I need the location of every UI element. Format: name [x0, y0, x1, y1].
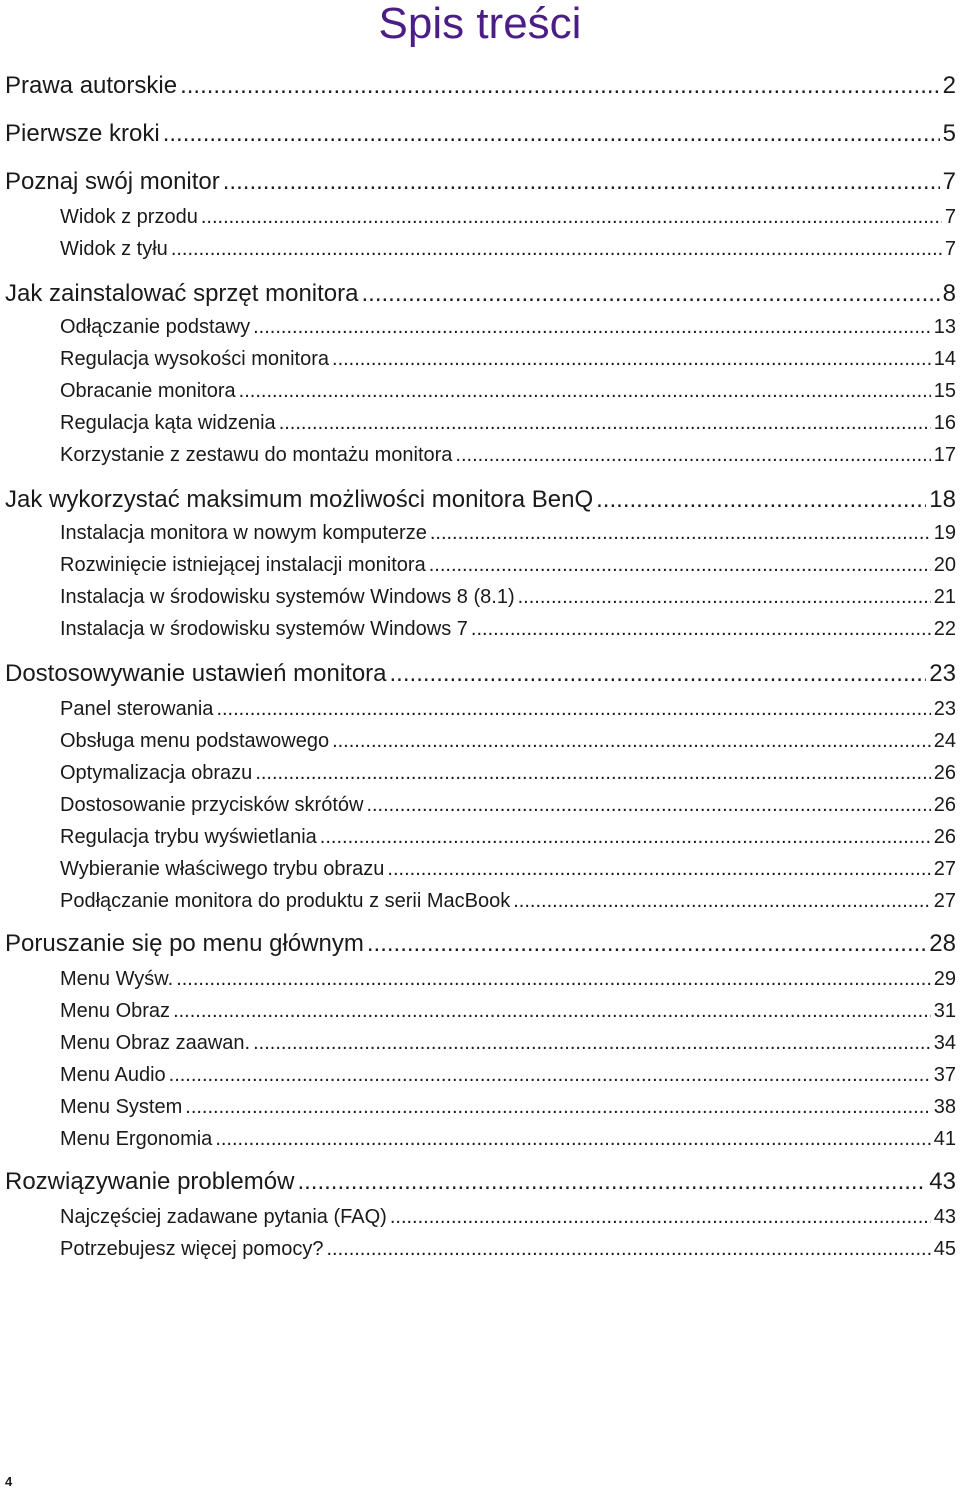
toc-dot-leader [215, 1128, 930, 1151]
toc-entry-label: Instalacja w środowisku systemów Windows 8 (8.1) [60, 586, 515, 608]
toc-dot-leader [361, 280, 939, 308]
toc-entry-page: 31 [933, 1000, 956, 1022]
toc-entry-label: Menu Wyśw. [60, 968, 174, 990]
toc-entry-page: 14 [933, 348, 956, 370]
toc-entry[interactable] [5, 660, 956, 690]
page-title: Spis treści [378, 0, 582, 48]
toc-entry-label: Regulacja kąta widzenia [60, 412, 276, 434]
toc-entry[interactable] [60, 968, 956, 994]
toc-entry-page: 7 [944, 206, 956, 228]
toc-dot-leader [430, 522, 931, 545]
toc-dot-leader [163, 120, 940, 148]
toc-entry-page: 22 [933, 618, 956, 640]
toc-entry-label: Wybieranie właściwego trybu obrazu [60, 858, 385, 880]
toc-dot-leader [332, 348, 931, 371]
toc-entry[interactable] [60, 238, 956, 264]
toc-entry-page: 45 [933, 1238, 956, 1260]
toc-dot-leader [253, 316, 931, 339]
toc-entry-label: Instalacja w środowisku systemów Windows 7 [60, 618, 468, 640]
toc-entry-label: Rozwinięcie istniejącej instalacji monitora [60, 554, 426, 576]
toc-entry-label: Korzystanie z zestawu do montażu monitora [60, 444, 453, 466]
toc-dot-leader [216, 698, 930, 721]
toc-entry[interactable] [60, 618, 956, 644]
toc-entry-page: 23 [933, 698, 956, 720]
toc-dot-leader [173, 1000, 931, 1023]
toc-dot-leader [518, 586, 931, 609]
toc-entry-label: Menu Ergonomia [60, 1128, 213, 1150]
toc-entry-page: 17 [933, 444, 956, 466]
toc-entry-label: Menu System [60, 1096, 183, 1118]
toc-entry-page: 27 [933, 890, 956, 912]
toc-entry-label: Panel sterowania [60, 698, 214, 720]
toc-dot-leader [223, 168, 940, 196]
toc-entry-page: 21 [933, 586, 956, 608]
toc-dot-leader [171, 238, 942, 261]
toc-dot-leader [390, 660, 927, 688]
toc-dot-leader [185, 1096, 930, 1119]
toc-dot-leader [390, 1206, 931, 1229]
toc-entry[interactable] [60, 1032, 956, 1058]
toc-entry-label: Pierwsze kroki [5, 120, 160, 147]
toc-entry-label: Optymalizacja obrazu [60, 762, 253, 784]
toc-entry-page: 2 [942, 72, 956, 99]
toc-dot-leader [332, 730, 931, 753]
toc-entry-page: 28 [929, 930, 956, 957]
toc-entry-label: Dostosowanie przycisków skrótów [60, 794, 364, 816]
toc-entry[interactable] [5, 72, 956, 102]
toc-entry[interactable] [60, 826, 956, 852]
toc-entry[interactable] [60, 444, 956, 470]
toc-entry[interactable] [60, 380, 956, 406]
toc-entry-page: 20 [933, 554, 956, 576]
toc-dot-leader [471, 618, 931, 641]
toc-dot-leader [429, 554, 931, 577]
toc-entry-page: 34 [933, 1032, 956, 1054]
toc-entry[interactable] [5, 930, 956, 960]
toc-entry[interactable] [60, 206, 956, 232]
toc-entry-label: Instalacja monitora w nowym komputerze [60, 522, 427, 544]
toc-entry[interactable] [5, 486, 956, 516]
toc-entry-page: 27 [933, 858, 956, 880]
toc-dot-leader [320, 826, 931, 849]
toc-entry-label: Odłączanie podstawy [60, 316, 251, 338]
toc-entry[interactable] [60, 794, 956, 820]
toc-entry-page: 7 [944, 238, 956, 260]
toc-entry[interactable] [5, 280, 956, 310]
toc-dot-leader [239, 380, 931, 403]
toc-dot-leader [297, 1168, 926, 1196]
toc-dot-leader [255, 762, 930, 785]
toc-entry-label: Obsługa menu podstawowego [60, 730, 330, 752]
toc-entry-page: 18 [929, 486, 956, 513]
toc-entry-label: Najczęściej zadawane pytania (FAQ) [60, 1206, 387, 1228]
toc-dot-leader [513, 890, 931, 913]
toc-entry-label: Obracanie monitora [60, 380, 236, 402]
toc-entry[interactable] [60, 1128, 956, 1154]
toc-entry-page: 26 [933, 794, 956, 816]
toc-dot-leader [387, 858, 930, 881]
toc-entry[interactable] [5, 168, 956, 198]
toc-entry-label: Poznaj swój monitor [5, 168, 220, 195]
toc-entry-page: 43 [933, 1206, 956, 1228]
toc-entry-page: 38 [933, 1096, 956, 1118]
toc-dot-leader [366, 794, 930, 817]
toc-entry-page: 26 [933, 762, 956, 784]
toc-entry-page: 43 [929, 1168, 956, 1195]
toc-entry-label: Widok z przodu [60, 206, 198, 228]
toc-entry[interactable] [60, 522, 956, 548]
toc-dot-leader [201, 206, 942, 229]
toc-dot-leader [455, 444, 930, 467]
toc-entry[interactable] [60, 762, 956, 788]
toc-entry[interactable] [60, 316, 956, 342]
toc-dot-leader [279, 412, 931, 435]
toc-entry-page: 15 [933, 380, 956, 402]
toc-entry-label: Menu Obraz zaawan. [60, 1032, 251, 1054]
toc-entry-label: Potrzebujesz więcej pomocy? [60, 1238, 324, 1260]
toc-entry-label: Jak zainstalować sprzęt monitora [5, 280, 359, 307]
toc-dot-leader [180, 72, 940, 100]
toc-entry[interactable] [60, 1206, 956, 1232]
toc-entry-label: Prawa autorskie [5, 72, 178, 99]
toc-entry[interactable] [60, 1064, 956, 1090]
toc-entry[interactable] [60, 698, 956, 724]
toc-entry-label: Menu Obraz [60, 1000, 171, 1022]
toc-entry[interactable] [60, 890, 956, 916]
toc-entry-page: 23 [929, 660, 956, 687]
toc-dot-leader [326, 1238, 930, 1261]
toc-entry[interactable] [60, 412, 956, 438]
toc-entry-label: Widok z tyłu [60, 238, 168, 260]
toc-entry-label: Dostosowywanie ustawień monitora [5, 660, 387, 687]
toc-entry-page: 13 [933, 316, 956, 338]
toc-dot-leader [367, 930, 926, 958]
toc-entry-page: 5 [942, 120, 956, 147]
toc-entry[interactable] [5, 120, 956, 150]
toc-dot-leader [253, 1032, 931, 1055]
toc-entry[interactable] [60, 554, 956, 580]
toc-entry-page: 7 [942, 168, 956, 195]
toc-entry-label: Regulacja trybu wyświetlania [60, 826, 317, 848]
toc-entry-label: Podłączanie monitora do produktu z serii MacBook [60, 890, 511, 912]
toc-entry[interactable] [60, 586, 956, 612]
toc-entry[interactable] [60, 348, 956, 374]
toc-entry-label: Regulacja wysokości monitora [60, 348, 330, 370]
toc-entry[interactable] [60, 1000, 956, 1026]
toc-entry-page: 29 [933, 968, 956, 990]
toc-entry[interactable] [5, 1168, 956, 1198]
toc-entry-page: 16 [933, 412, 956, 434]
toc-entry-page: 24 [933, 730, 956, 752]
toc-entry-label: Poruszanie się po menu głównym [5, 930, 364, 957]
toc-dot-leader [169, 1064, 931, 1087]
toc-entry-label: Menu Audio [60, 1064, 166, 1086]
toc-entry[interactable] [60, 1096, 956, 1122]
toc-entry-label: Rozwiązywanie problemów [5, 1168, 295, 1195]
toc-entry-page: 26 [933, 826, 956, 848]
toc-entry-page: 37 [933, 1064, 956, 1086]
toc-entry-page: 19 [933, 522, 956, 544]
toc-dot-leader [596, 486, 926, 514]
toc-entry[interactable] [60, 858, 956, 884]
toc-dot-leader [176, 968, 931, 991]
toc-entry-label: Jak wykorzystać maksimum możliwości monitora BenQ [5, 486, 594, 513]
page-number: 4 [5, 1474, 13, 1489]
toc-entry-page: 8 [942, 280, 956, 307]
toc-entry[interactable] [60, 1238, 956, 1264]
toc-entry-page: 41 [933, 1128, 956, 1150]
toc-entry[interactable] [60, 730, 956, 756]
